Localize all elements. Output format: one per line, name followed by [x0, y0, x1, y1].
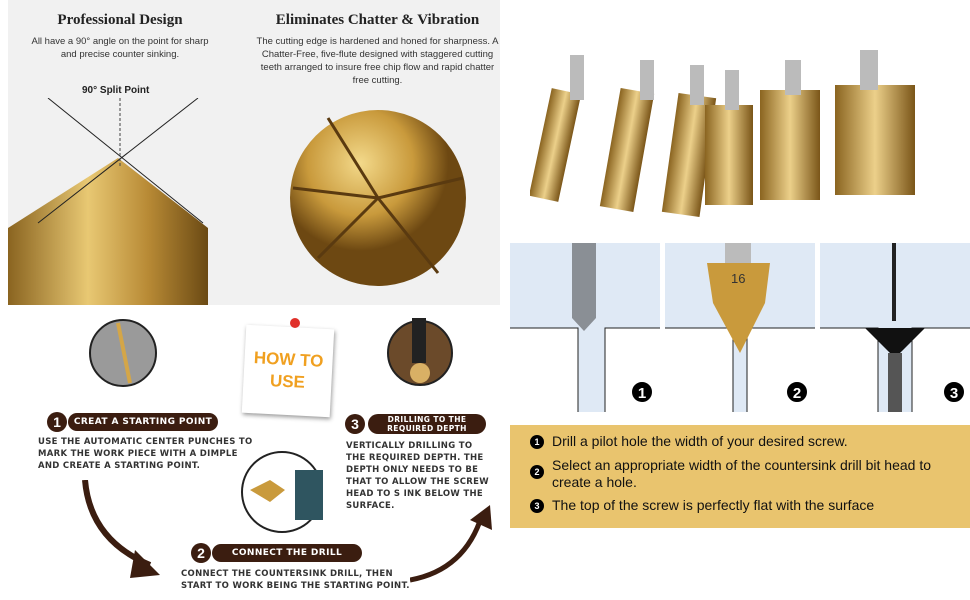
- arrow-1-to-2-icon: [80, 480, 170, 580]
- five-flute-bit-image: [288, 108, 468, 288]
- split-point-label: 90° Split Point: [82, 85, 150, 96]
- instructions-box: [510, 425, 970, 528]
- diagram-2-number: 2: [785, 380, 809, 404]
- instruction-2-number: 2: [530, 465, 544, 479]
- professional-title: Professional Design: [57, 12, 183, 28]
- arrow-2-to-3-icon: [410, 505, 495, 585]
- step-1-desc: USE THE AUTOMATIC CENTER PUNCHES TO MARK THE WORK PIECE WITH A DIMPLE AND CREATE A STARTING POINT.: [38, 437, 253, 471]
- instruction-2: [530, 457, 950, 491]
- drilling-photo: [380, 308, 460, 408]
- diagram-pilot-hole: [510, 243, 660, 412]
- pin-icon: [290, 318, 300, 328]
- step-3-number: 3: [345, 414, 365, 434]
- bit-size-mark: 16: [731, 271, 746, 286]
- how-to-use-note: HOW TO USE: [242, 325, 334, 417]
- step-2-desc: CONNECT THE COUNTERSINK DRILL, THEN START TO WORK BEING THE STARTING POINT.: [181, 569, 410, 591]
- instruction-3-text: The top of the screw is perfectly flat with the surface: [552, 497, 875, 513]
- instruction-1-number: 1: [530, 435, 544, 449]
- step-3-desc: VERTICALLY DRILLING TO THE REQUIRED DEPTH. THE DEPTH ONLY NEEDS TO BE THAT TO ALLOW THE SCREW HEAD TO S INK BELOW THE SURFACE.: [346, 441, 489, 511]
- professional-desc: All have a 90° angle on the point for sharp and precise counter sinking.: [31, 36, 209, 60]
- diagram-screw-flush: [820, 243, 970, 412]
- instruction-1-text: Drill a pilot hole the width of your desired screw.: [552, 433, 848, 449]
- diagram-countersink: [665, 243, 815, 412]
- step-1-number: 1: [47, 412, 67, 432]
- diagram-3-number: 3: [942, 380, 966, 404]
- split-point-drill-image: [8, 98, 238, 305]
- instruction-2-text: Select an appropriate width of the countersink drill bit head to create a hole.: [552, 457, 932, 490]
- center-punch-photo: [88, 308, 158, 408]
- instruction-1: [530, 433, 970, 449]
- step-2-title: CONNECT THE DRILL: [212, 544, 362, 562]
- chatter-desc: The cutting edge is hardened and honed for sharpness. A Chatter-Free, five-flute designed with staggered cutting teeth arranged to insure free chip flow and rapid chatter free cutting.: [256, 36, 499, 86]
- step-2-number: 2: [191, 543, 211, 563]
- instruction-3: [530, 497, 970, 513]
- step-3-title: DRILLING TO THE REQUIRED DEPTH: [368, 414, 486, 434]
- chatter-title: Eliminates Chatter & Vibration: [275, 12, 480, 28]
- step-1-title: CREAT A STARTING POINT: [68, 413, 218, 431]
- countersink-bits-photo: [530, 50, 930, 225]
- diagram-1-number: 1: [630, 380, 654, 404]
- instruction-3-number: 3: [530, 499, 544, 513]
